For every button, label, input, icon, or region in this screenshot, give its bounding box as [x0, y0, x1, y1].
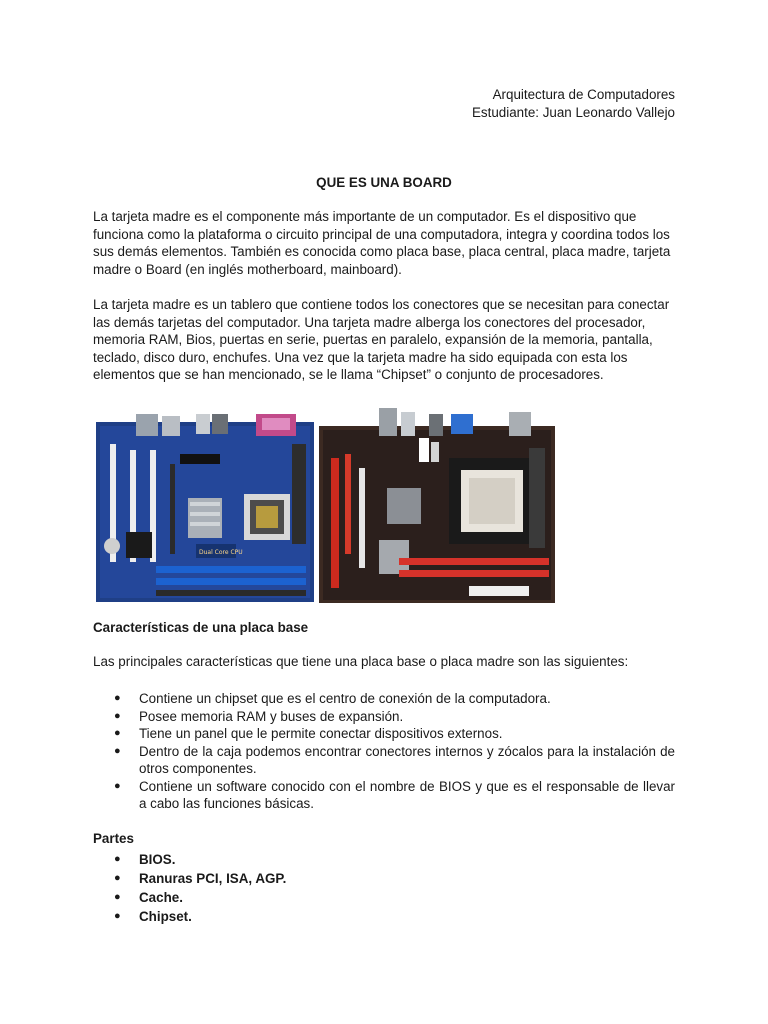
parts-heading: Partes: [93, 831, 134, 846]
characteristics-intro: Las principales características que tiene una placa base o placa madre son las siguientes:: [93, 654, 629, 669]
characteristics-heading: Características de una placa base: [93, 620, 309, 635]
bullet-icon: ●: [114, 692, 121, 704]
bullet-icon: ●: [114, 727, 121, 739]
list-item: ● Ranuras PCI, ISA, AGP.: [114, 871, 287, 886]
motherboard-images: [93, 408, 563, 603]
motherboard-black-red-icon: [319, 408, 555, 603]
list-item: ● Posee memoria RAM y buses de expansión.: [114, 708, 404, 724]
list-item: ● BIOS.: [114, 852, 176, 867]
bullet-icon: ●: [114, 910, 121, 922]
page-title: QUE ES UNA BOARD: [316, 175, 452, 190]
paragraph-definition: La tarjeta madre es el componente más importante de un computador. Es el dispositivo que funciona como la plataforma o circuito principal de una computadora, integra y coordina todos los sus demás elementos. También es conocida como placa base, placa central, placa madre, tarjeta madre o Board (en inglés motherboard, mainboard).: [93, 209, 671, 277]
list-item: ● Dentro de la caja podemos encontrar conectores internos y zócalos para la instalación de otros componentes.: [114, 743, 675, 776]
svg-text:Dual Core CPU: Dual Core CPU: [199, 549, 243, 556]
list-item: ● Cache.: [114, 890, 183, 905]
bullet-icon: ●: [114, 891, 121, 903]
bullet-icon: ●: [114, 709, 121, 722]
bullet-icon: ●: [114, 744, 121, 757]
characteristics-list: [93, 690, 675, 813]
document-header: [472, 86, 675, 121]
list-item: ● Chipset.: [114, 909, 192, 924]
list-item: ● Contiene un software conocido con el nombre de BIOS y que es el responsable de llevar a cabo las funciones básicas.: [114, 778, 675, 811]
bullet-icon: ●: [114, 872, 121, 884]
list-item: ● Contiene un chipset que es el centro de conexión de la computadora.: [114, 691, 551, 706]
bullet-icon: ●: [114, 779, 121, 792]
bullet-icon: ●: [114, 853, 121, 865]
list-item: ● Tiene un panel que le permite conectar dispositivos externos.: [114, 726, 503, 741]
student-name: Estudiante: Juan Leonardo Vallejo: [472, 104, 675, 120]
course-name: Arquitectura de Computadores: [492, 87, 675, 102]
paragraph-connectors: La tarjeta madre es un tablero que contiene todos los conectores que se necesitan para conectar las demás tarjetas del computador. Una tarjeta madre alberga los conectores del procesador, memoria RAM, Bios, puertas en serie, puertas en paralelo, expansión de la memoria, pantalla, teclado, disco duro, enchufes. Una vez que la tarjeta madre ha sido equipada con esta los elementos que se han mencionado, se le llama “Chipset” o conjunto de procesadores.: [93, 297, 670, 382]
parts-list: [93, 850, 675, 926]
motherboard-blue-icon: [96, 414, 314, 602]
